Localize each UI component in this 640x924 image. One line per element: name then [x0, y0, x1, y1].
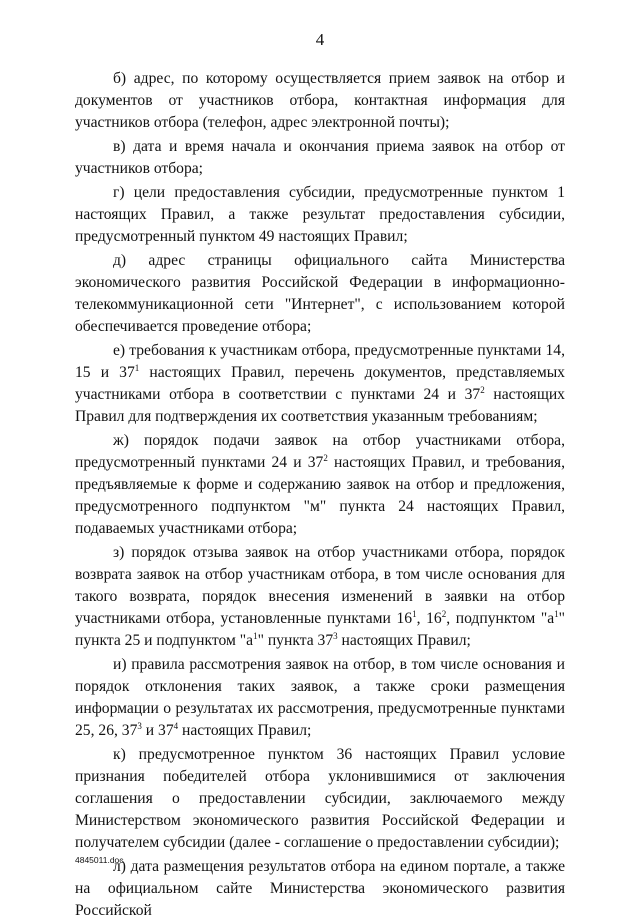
paragraph-zh-text-1: ж) порядок подачи заявок на отбор участниками отбора, предусмотренный пунктами 24 и 37: [75, 432, 565, 471]
document-id-footer: 4845011.doc: [75, 855, 124, 865]
paragraph-i: [75, 654, 565, 742]
paragraph-i-text-2: и 37: [141, 722, 174, 739]
paragraph-zh: [75, 430, 565, 540]
paragraph-z-sup-5: 3: [333, 631, 338, 641]
paragraph-b: б) адрес, по которому осуществляется прием заявок на отбор и документов от участников отбора, контактная информация для участников отбора (телефон, адрес электронной почты);: [75, 70, 565, 131]
paragraph-d: д) адрес страницы официального сайта Министерства экономического развития Российской Федерации в информационно-телекоммуникационной сети "Интернет", с использованием которой обеспечивается проведение отбора;: [75, 252, 565, 335]
paragraph-g: г) цели предоставления субсидии, предусмотренные пунктом 1 настоящих Правил, а также результат предоставления субсидии, предусмотренный пунктом 49 настоящих Правил;: [75, 184, 565, 245]
paragraph-zh-text-2: настоящих Правил, и требования, предъявляемые к форме и содержанию заявок на отбор и предложения, предусмотренного подпунктом "м" пункта 24 настоящих Правил, подаваемых участниками отбора;: [75, 454, 566, 537]
paragraph-z-text-2: , 16: [416, 610, 442, 627]
paragraph-zh-sup-1: 2: [323, 453, 328, 463]
paragraph-i-text-1: и) правила рассмотрения заявок на отбор, в том числе основания и порядок отклонения таких заявок, а также сроки размещения информации о результатах их рассмотрения, предусмотренные пунктами 25, 26, 37: [75, 656, 565, 739]
paragraph-z-text-1: з) порядок отзыва заявок на отбор участниками отбора, порядок возврата заявок на отбор участникам отбора, в том числе основания для такого возврата, порядок внесения изменений в заявки на отбор участниками отбора, установленные пунктами 16: [75, 544, 565, 627]
paragraph-z-sup-1: 1: [412, 609, 417, 619]
paragraph-z-text-6: настоящих Правил;: [337, 632, 471, 649]
paragraph-k: к) предусмотренное пунктом 36 настоящих Правил условие признания победителей отбора уклонившимися от заключения соглашения о предоставлении субсидии, заключаемого между Министерством экономического развития Российской Федерации и получателем субсидии (далее - соглашение о предоставлении субсидии);: [75, 746, 565, 851]
paragraph-z-sup-2: 2: [441, 609, 447, 619]
paragraph-z: [75, 542, 565, 652]
page-number: 4: [315, 30, 325, 49]
paragraph-z-text-4: " пункта 25 и подпунктом "а: [75, 610, 565, 649]
paragraph-e-sup-1: 1: [134, 363, 140, 373]
paragraph-z-text-3: , подпунктом "а: [446, 610, 555, 627]
paragraph-e-text-2: настоящих Правил, перечень документов, представляемых участниками отбора в соответствии с пунктами 24 и 37: [75, 364, 565, 403]
document-body: [75, 68, 565, 924]
paragraph-i-text-3: настоящих Правил;: [178, 722, 312, 739]
paragraph-e-text-3: настоящих Правил для подтверждения их соответствия указанным требованиям;: [75, 386, 565, 425]
paragraph-z-text-5: " пункта 37: [257, 632, 334, 649]
paragraph-i-sup-2: 4: [173, 721, 179, 731]
paragraph-e-sup-2: 2: [480, 385, 485, 395]
paragraph-v: в) дата и время начала и окончания приема заявок на отбор от участников отбора;: [75, 138, 565, 177]
paragraph-z-sup-4: 1: [253, 631, 258, 641]
paragraph-e-text-1: е) требования к участникам отбора, предусмотренные пунктами 14, 15 и 37: [75, 342, 565, 381]
paragraph-z-sup-3: 1: [554, 609, 559, 619]
paragraph-l: л) дата размещения результатов отбора на едином портале, а также на официальном сайте Министерства экономического развития Российской: [75, 858, 565, 919]
paragraph-i-sup-1: 3: [137, 721, 142, 731]
paragraph-e: [75, 340, 565, 428]
